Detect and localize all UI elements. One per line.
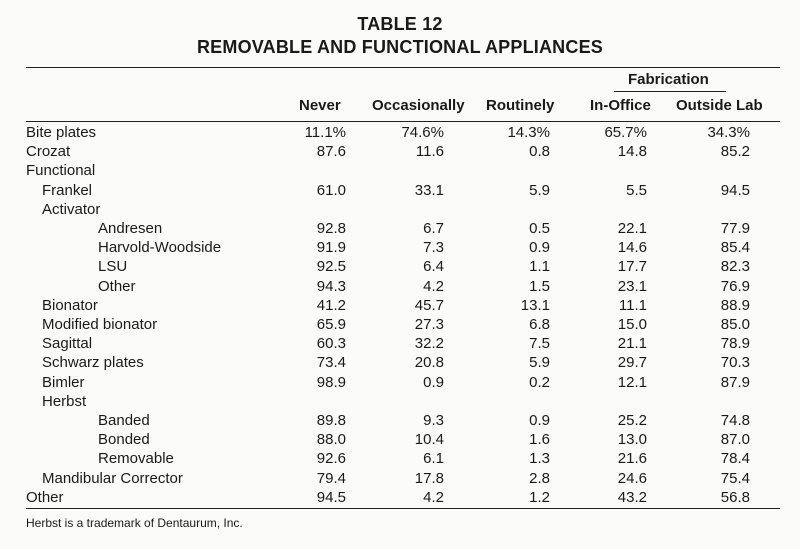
cell-value: 0.9	[423, 373, 444, 391]
row-label: Bite plates	[26, 124, 97, 141]
cell-value: 32.2	[414, 335, 444, 353]
cell-value: 23.1	[617, 277, 647, 295]
cell-value: 56.8	[720, 488, 750, 506]
column-header-in-office: In-Office	[590, 97, 651, 114]
cell-value: 5.9	[529, 181, 550, 199]
cell-value: 79.4	[316, 469, 346, 487]
cell-value: 20.8	[414, 354, 444, 372]
cell-value: 1.3	[529, 450, 550, 468]
row-label: Bimler	[42, 373, 85, 391]
cell-value: 92.8	[316, 220, 346, 237]
table-title: TABLE 12	[357, 14, 443, 34]
cell-value: 0.9	[529, 412, 550, 429]
cell-value: 11.6	[415, 143, 444, 161]
cell-value: 45.7	[414, 296, 444, 314]
cell-value: 12.1	[617, 373, 647, 391]
cell-value: 7.5	[529, 335, 550, 353]
table-row	[0, 335, 800, 354]
cell-value: 74.6%	[401, 124, 444, 141]
cell-value: 74.8	[720, 412, 750, 429]
column-header-outside-lab: Outside Lab	[676, 97, 763, 114]
bottom-rule	[26, 508, 780, 509]
cell-value: 29.7	[617, 354, 647, 372]
cell-value: 25.2	[617, 412, 647, 429]
cell-value: 43.2	[617, 488, 647, 506]
cell-value: 89.8	[316, 412, 346, 429]
cell-value: 11.1	[618, 296, 647, 314]
cell-value: 78.9	[720, 335, 750, 353]
cell-value: 13.1	[520, 296, 550, 314]
cell-value: 24.6	[617, 469, 647, 487]
cell-value: 14.8	[617, 143, 647, 161]
table-row	[0, 278, 800, 297]
cell-value: 65.7%	[604, 124, 647, 141]
cell-value: 77.9	[720, 220, 750, 237]
footnote: Herbst is a trademark of Dentaurum, Inc.	[26, 516, 243, 530]
table-row	[0, 239, 800, 258]
table-row	[0, 354, 800, 373]
header-rule	[26, 121, 780, 122]
table-row	[0, 162, 800, 181]
table-row	[0, 201, 800, 220]
cell-value: 14.3%	[507, 124, 550, 141]
cell-value: 94.3	[316, 277, 346, 295]
row-label: Removable	[98, 450, 174, 468]
row-label: Other	[98, 277, 136, 295]
cell-value: 1.2	[529, 488, 550, 506]
table-row	[0, 297, 800, 316]
cell-value: 98.9	[316, 373, 346, 391]
row-label: Bionator	[42, 296, 98, 314]
cell-value: 6.4	[423, 258, 444, 276]
table-row	[0, 316, 800, 335]
cell-value: 5.5	[626, 181, 647, 199]
cell-value: 85.4	[720, 239, 750, 257]
cell-value: 88.0	[316, 431, 346, 449]
table-row	[0, 431, 800, 450]
cell-value: 0.2	[529, 373, 550, 391]
table-row	[0, 124, 800, 143]
fabrication-underline	[614, 91, 726, 92]
table-subtitle: REMOVABLE AND FUNCTIONAL APPLIANCES	[196, 37, 603, 57]
cell-value: 60.3	[316, 335, 346, 353]
cell-value: 1.1	[529, 258, 550, 276]
cell-value: 17.7	[617, 258, 647, 276]
row-label: Crozat	[26, 143, 71, 161]
cell-value: 34.3%	[707, 124, 750, 141]
row-label: Bonded	[98, 431, 150, 449]
cell-value: 5.9	[529, 354, 550, 372]
column-header-routinely: Routinely	[486, 97, 555, 114]
row-label: Harvold-Woodside	[98, 239, 222, 257]
row-label: Activator	[42, 200, 101, 218]
cell-value: 70.3	[720, 354, 750, 372]
cell-value: 87.6	[316, 143, 346, 161]
cell-value: 76.9	[720, 277, 750, 295]
cell-value: 7.3	[423, 239, 444, 257]
cell-value: 73.4	[316, 354, 346, 372]
cell-value: 21.1	[617, 335, 647, 353]
cell-value: 4.2	[423, 277, 444, 295]
cell-value: 0.9	[529, 239, 550, 257]
cell-value: 13.0	[617, 431, 647, 449]
cell-value: 2.8	[529, 469, 550, 487]
row-label: Functional	[26, 162, 96, 180]
cell-value: 94.5	[316, 488, 346, 506]
cell-value: 21.6	[617, 450, 647, 468]
table-row	[0, 143, 800, 162]
table-row	[0, 258, 800, 277]
cell-value: 92.6	[316, 450, 346, 468]
row-label: Other	[26, 488, 64, 506]
cell-value: 41.2	[316, 296, 346, 314]
cell-value: 9.3	[423, 412, 444, 429]
cell-value: 33.1	[414, 181, 444, 199]
fabrication-group-header: Fabrication	[628, 71, 709, 88]
column-header-never: Never	[299, 97, 341, 114]
table-row	[0, 412, 800, 431]
column-header-occasionally: Occasionally	[372, 97, 465, 114]
row-label: Sagittal	[42, 335, 93, 353]
row-label: Schwarz plates	[42, 354, 144, 372]
cell-value: 14.6	[617, 239, 647, 257]
cell-value: 61.0	[316, 181, 346, 199]
cell-value: 82.3	[720, 258, 750, 276]
row-label: Herbst	[42, 392, 87, 410]
row-label: Andresen	[98, 220, 163, 237]
cell-value: 94.5	[720, 181, 750, 199]
cell-value: 92.5	[316, 258, 346, 276]
cell-value: 0.8	[529, 143, 550, 161]
cell-value: 15.0	[617, 316, 647, 333]
cell-value: 11.1%	[304, 124, 346, 141]
cell-value: 10.4	[414, 431, 444, 449]
cell-value: 6.7	[423, 220, 444, 237]
table-row	[0, 470, 800, 489]
cell-value: 85.2	[720, 143, 750, 161]
row-label: Modified bionator	[42, 316, 158, 333]
cell-value: 87.0	[720, 431, 750, 449]
row-label: LSU	[98, 258, 128, 276]
table-row	[0, 450, 800, 469]
cell-value: 78.4	[720, 450, 750, 468]
cell-value: 1.6	[529, 431, 550, 449]
cell-value: 27.3	[414, 316, 444, 333]
cell-value: 6.1	[423, 450, 444, 468]
cell-value: 17.8	[414, 469, 444, 487]
row-label: Mandibular Corrector	[42, 469, 183, 487]
table-row	[0, 489, 800, 508]
row-label: Frankel	[42, 181, 93, 199]
cell-value: 91.9	[316, 239, 346, 257]
table-row	[0, 374, 800, 393]
cell-value: 65.9	[316, 316, 346, 333]
row-label: Banded	[98, 412, 150, 429]
table-row	[0, 182, 800, 201]
cell-value: 87.9	[720, 373, 750, 391]
table-row	[0, 220, 800, 239]
cell-value: 22.1	[617, 220, 647, 237]
cell-value: 75.4	[720, 469, 750, 487]
cell-value: 1.5	[529, 277, 550, 295]
cell-value: 88.9	[720, 296, 750, 314]
table-row	[0, 393, 800, 412]
cell-value: 85.0	[720, 316, 750, 333]
top-rule	[26, 67, 780, 68]
cell-value: 4.2	[423, 488, 444, 506]
cell-value: 6.8	[529, 316, 550, 333]
cell-value: 0.5	[529, 220, 550, 237]
